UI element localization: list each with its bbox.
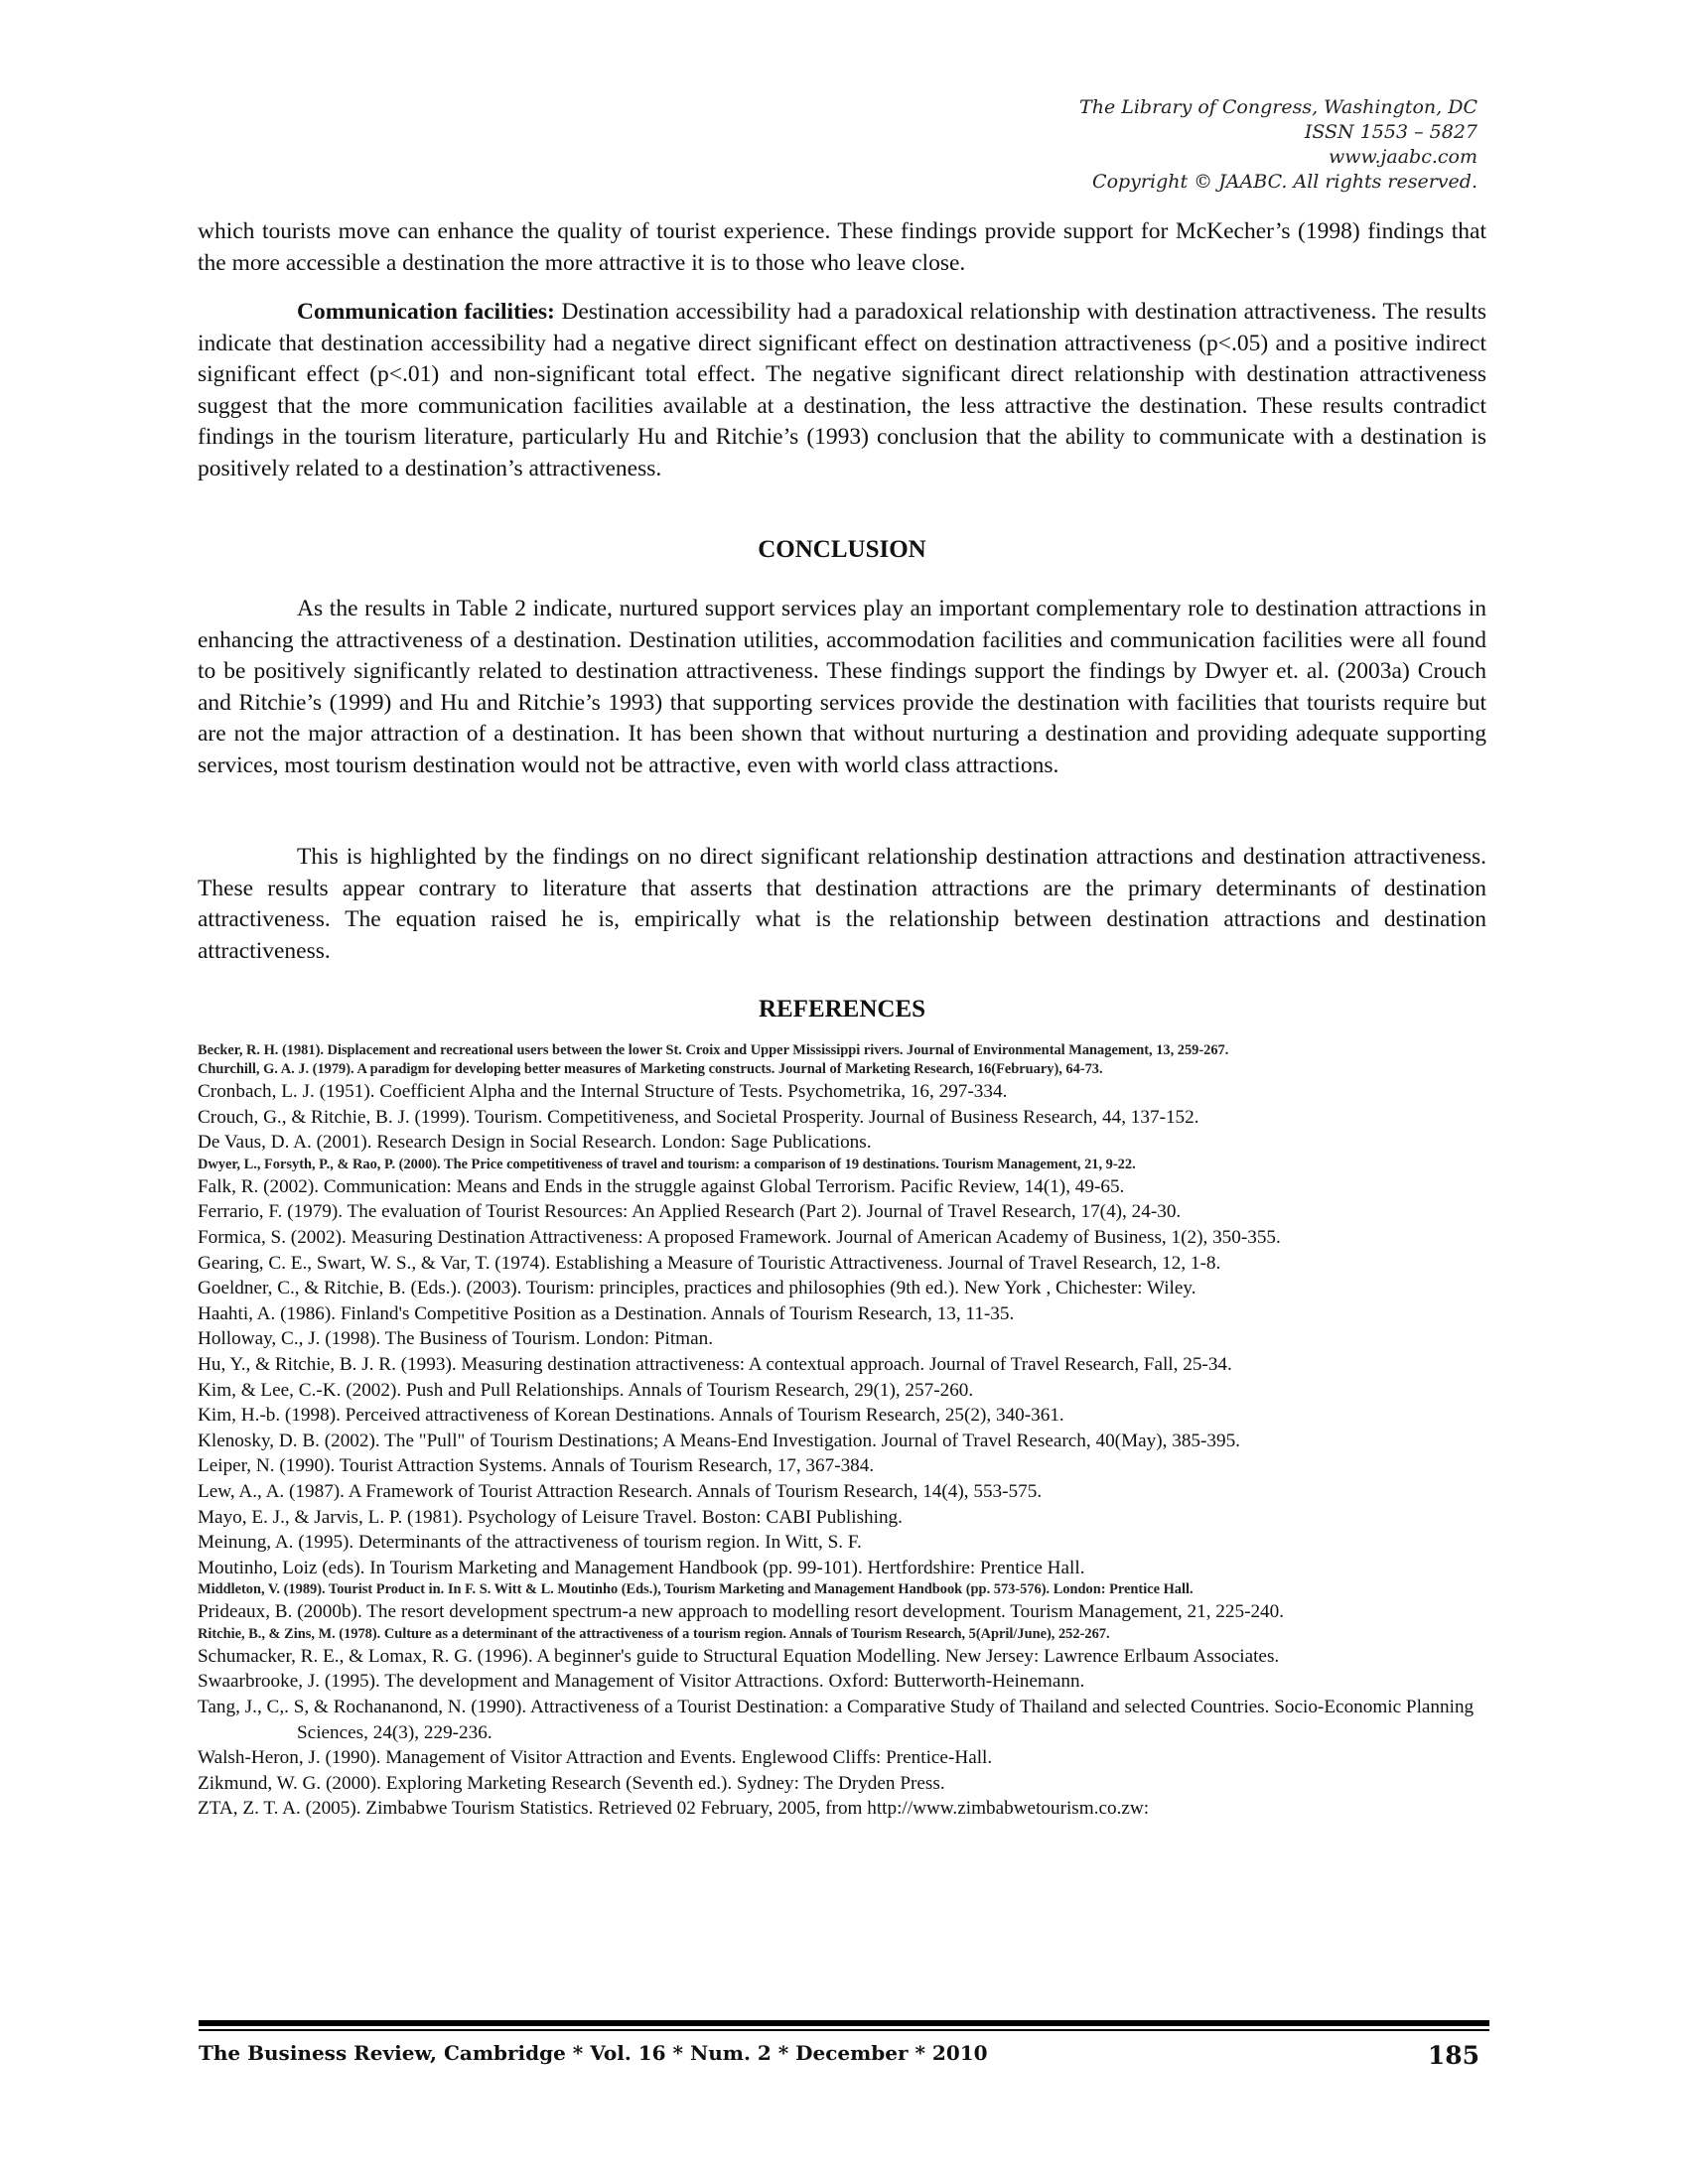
paragraph-text: As the results in Table 2 indicate, nurtured support services play an important complementary role to destination attractions in enhancing the attractiveness of a destination. Destination utilities, accommodation facilities and communication facilities were all found to be positively significantly related to destination attractiveness. These findings support the findings by Dwyer et. al. (2003a) Crouch and Ritchie’s (1999) and Hu and Ritchie’s 1993) that supporting services provide the destination with facilities that tourists require but are not the major attraction of a destination. It has been shown that without nurturing a destination and providing adequate supporting services, most tourism destination would not be attractive, even with world class attractions. [198,596,1486,778]
reference-item: Ritchie, B., & Zins, M. (1978). Culture as a determinant of the attractiveness of a tourism region. Annals of Tourism Research, 5(April/June), 252-267. [198,1625,1110,1642]
page-number: 185 [1427,2041,1479,2070]
reference-item: Becker, R. H. (1981). Displacement and recreational users between the lower St. Croix and Upper Mississippi rivers. Journal of Environmental Management, 13, 259-267. [198,1042,1229,1058]
running-footer [199,2041,1487,2070]
reference-item: Lew, A., A. (1987). A Framework of Tourist Attraction Research. Annals of Tourism Research, 14(4), 553-575. [198,1480,1043,1502]
reference-item: Goeldner, C., & Ritchie, B. (Eds.). (2003). Tourism: principles, practices and philosophies (9th ed.). New York , Chichester: Wiley. [198,1278,1196,1299]
running-header [1079,95,1477,195]
footer-journal-info: The Business Review, Cambridge * Vol. 16 * Num. 2 * December * 2010 [199,2041,988,2065]
reference-item: Klenosky, D. B. (2002). The "Pull" of Tourism Destinations; A Means-End Investigation. Journal of Travel Research, 40(May), 385-395. [198,1430,1240,1451]
reference-item: Walsh-Heron, J. (1990). Management of Visitor Attraction and Events. Englewood Cliffs: Prentice-Hall. [198,1747,993,1769]
paragraph-communication-facilities [198,297,1486,484]
reference-item: Leiper, N. (1990). Tourist Attraction Systems. Annals of Tourism Research, 17, 367-384. [198,1455,875,1477]
reference-item: Crouch, G., & Ritchie, B. J. (1999). Tourism. Competitiveness, and Societal Prosperity. Journal of Business Research, 44, 137-152. [198,1106,1199,1128]
paragraph-text [198,297,1486,484]
paragraph-text: which tourists move can enhance the quality of tourist experience. These findings provide support for McKecher’s (1998) findings that the more accessible a destination the more attractive it is to those who leave close. [198,218,1486,276]
reference-item: Meinung, A. (1995). Determinants of the attractiveness of tourism region. In Witt, S. F. [198,1532,862,1554]
reference-item: Falk, R. (2002). Communication: Means and Ends in the struggle against Global Terrorism. Pacific Review, 14(1), 49-65. [198,1175,1125,1197]
paragraph-body: Destination accessibility had a paradoxical relationship with destination attractiveness. The results indicate that destination accessibility had a negative direct significant effect on destination attractiveness (p<.05) and a positive indirect significant effect (p<.01) and non-significant total effect. The negative significant direct relationship with destination attractiveness suggest that the more communication facilities available at a destination, the less attractive the destination. These results contradict findings in the tourism literature, particularly Hu and Ritchie’s (1993) conclusion that the ability to communicate with a destination is positively related to a destination’s attractiveness. [198,299,1487,481]
reference-item: Zikmund, W. G. (2000). Exploring Marketing Research (Seventh ed.). Sydney: The Dryden Press. [198,1772,945,1794]
references-heading: REFERENCES [758,996,926,1023]
reference-item: Kim, & Lee, C.-K. (2002). Push and Pull Relationships. Annals of Tourism Research, 29(1), 257-260. [198,1379,974,1401]
header-line-website: www.jaabc.com [1328,146,1477,168]
header-line-issn: ISSN 1553 – 5827 [1304,121,1477,143]
header-line-copyright: Copyright © JAABC. All rights reserved. [1092,171,1477,193]
footer-rule-thin [199,2029,1489,2031]
reference-list [198,1041,1488,1822]
reference-item: De Vaus, D. A. (2001). Research Design in Social Research. London: Sage Publications. [198,1132,872,1154]
conclusion-heading: CONCLUSION [758,536,926,563]
paragraph-conclusion-2 [198,842,1486,967]
header-line-library: The Library of Congress, Washington, DC [1079,96,1477,118]
reference-item: Holloway, C., J. (1998). The Business of Tourism. London: Pitman. [198,1328,714,1350]
reference-item: Swaarbrooke, J. (1995). The development and Management of Visitor Attractions. Oxford: Butterworth-Heinemann. [198,1671,1085,1693]
reference-item: Gearing, C. E., Swart, W. S., & Var, T. (1974). Establishing a Measure of Touristic Attractiveness. Journal of Travel Research, 12, 1-8. [198,1252,1221,1274]
reference-item: Ferrario, F. (1979). The evaluation of Tourist Resources: An Applied Research (Part 2). Journal of Travel Research, 17(4), 24-30. [198,1201,1182,1223]
reference-item: Hu, Y., & Ritchie, B. J. R. (1993). Measuring destination attractiveness: A contextual approach. Journal of Travel Research, Fall, 25-34. [198,1353,1232,1375]
reference-item: Middleton, V. (1989). Tourist Product in. In F. S. Witt & L. Moutinho (Eds.), Tourism Marketing and Management Handbook (pp. 573-576). London: Prentice Hall. [198,1581,1194,1598]
reference-item: ZTA, Z. T. A. (2005). Zimbabwe Tourism Statistics. Retrieved 02 February, 2005, from http://www.zimbabwetourism.co.zw: [198,1798,1150,1820]
footer-rule [199,2020,1489,2026]
paragraph-continued [198,216,1486,279]
reference-item: Churchill, G. A. J. (1979). A paradigm for developing better measures of Marketing constructs. Journal of Marketing Research, 16(February), 64-73. [198,1061,1103,1077]
reference-item: Prideaux, B. (2000b). The resort development spectrum-a new approach to modelling resort development. Tourism Management, 21, 225-240. [198,1601,1285,1623]
reference-item: Tang, J., C,. S, & Rochananond, N. (1990). Attractiveness of a Tourist Destination: a Comparative Study of Thailand and selected Countries. Socio-Economic Planning Sciences, 24(3), 229-236. [198,1697,1475,1743]
reference-item: Schumacker, R. E., & Lomax, R. G. (1996). A beginner's guide to Structural Equation Modelling. New Jersey: Lawrence Erlbaum Associates. [198,1645,1280,1667]
reference-item: Formica, S. (2002). Measuring Destination Attractiveness: A proposed Framework. Journal of American Academy of Business, 1(2), 350-355. [198,1226,1281,1248]
paragraph-lead-label: Communication facilities: [297,299,555,325]
reference-item: Haahti, A. (1986). Finland's Competitive Position as a Destination. Annals of Tourism Research, 13, 11-35. [198,1302,1015,1324]
paragraph-text: This is highlighted by the findings on no direct significant relationship destination attractions and destination attractiveness. These results appear contrary to literature that asserts that destination attractions are the primary determinants of destination attractiveness. The equation raised he is, empirically what is the relationship between destination attractions and destination attractiveness. [198,844,1486,964]
reference-item: Cronbach, L. J. (1951). Coefficient Alpha and the Internal Structure of Tests. Psychometrika, 16, 297-334. [198,1081,1008,1102]
paragraph-conclusion-1 [198,594,1486,781]
reference-item: Kim, H.-b. (1998). Perceived attractiveness of Korean Destinations. Annals of Tourism Research, 25(2), 340-361. [198,1405,1064,1427]
reference-item: Moutinho, Loiz (eds). In Tourism Marketing and Management Handbook (pp. 99-101). Hertfordshire: Prentice Hall. [198,1557,1085,1578]
reference-item: Dwyer, L., Forsyth, P., & Rao, P. (2000). The Price competitiveness of travel and tourism: a comparison of 19 destinations. Tourism Management, 21, 9-22. [198,1156,1136,1172]
reference-item: Mayo, E. J., & Jarvis, L. P. (1981). Psychology of Leisure Travel. Boston: CABI Publishing. [198,1506,903,1528]
